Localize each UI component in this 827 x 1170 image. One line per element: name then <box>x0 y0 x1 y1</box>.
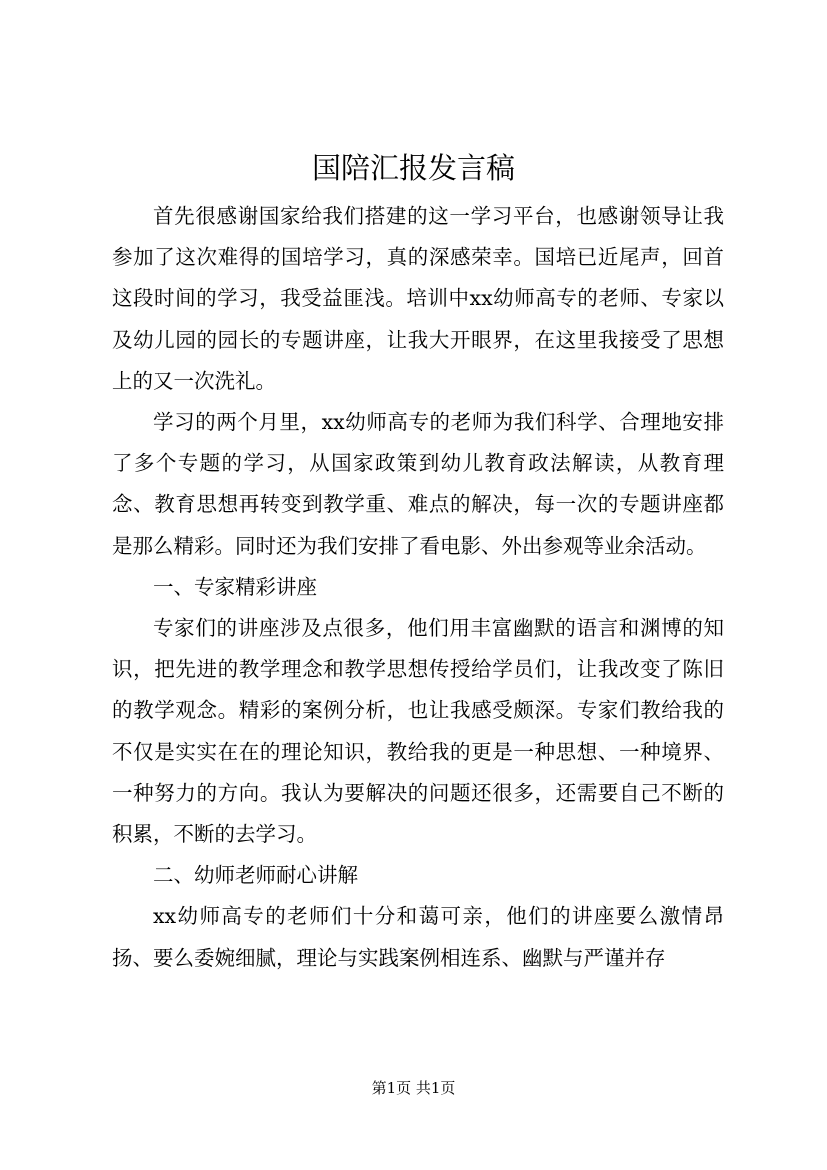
document-body <box>112 196 724 979</box>
paragraph-teachers: xx幼师高专的老师们十分和蔼可亲，他们的讲座要么激情昂扬、要么委婉细腻，理论与实践案例相连系、幽默与严谨并存 <box>112 904 724 970</box>
paragraph-experts: 专家们的讲座涉及点很多，他们用丰富幽默的语言和渊博的知识，把先进的教学理念和教学思想传授给学员们，让我改变了陈旧的教学观念。精彩的案例分析，也让我感受颇深。专家们教给我的不仅是实实在在的理论知识，教给我的更是一种思想、一种境界、一种努力的方向。我认为要解决的问题还很多，还需要自己不断的积累，不断的去学习。 <box>112 616 724 847</box>
paragraph-intro: 首先很感谢国家给我们搭建的这一学习平台，也感谢领导让我参加了这次难得的国培学习，真的深感荣幸。国培已近尾声，回首这段时间的学习，我受益匪浅。培训中xx幼师高专的老师、专家以及幼儿园的园长的专题讲座，让我大开眼界，在这里我接受了思想上的又一次洗礼。 <box>112 204 724 393</box>
section-heading-teachers: 二、幼师老师耐心讲解 <box>153 863 358 888</box>
document-title: 国陪汇报发言稿 <box>311 151 515 185</box>
paragraph-two-months: 学习的两个月里，xx幼师高专的老师为我们科学、合理地安排了多个专题的学习，从国家政策到幼儿教育政法解读，从教育理念、教育思想再转变到教学重、难点的解决，每一次的专题讲座都是那么精彩。同时还为我们安排了看电影、外出参观等业余活动。 <box>112 410 724 558</box>
page-footer: 第1页 共1页 <box>371 1079 456 1097</box>
section-heading-experts: 一、专家精彩讲座 <box>153 574 317 599</box>
